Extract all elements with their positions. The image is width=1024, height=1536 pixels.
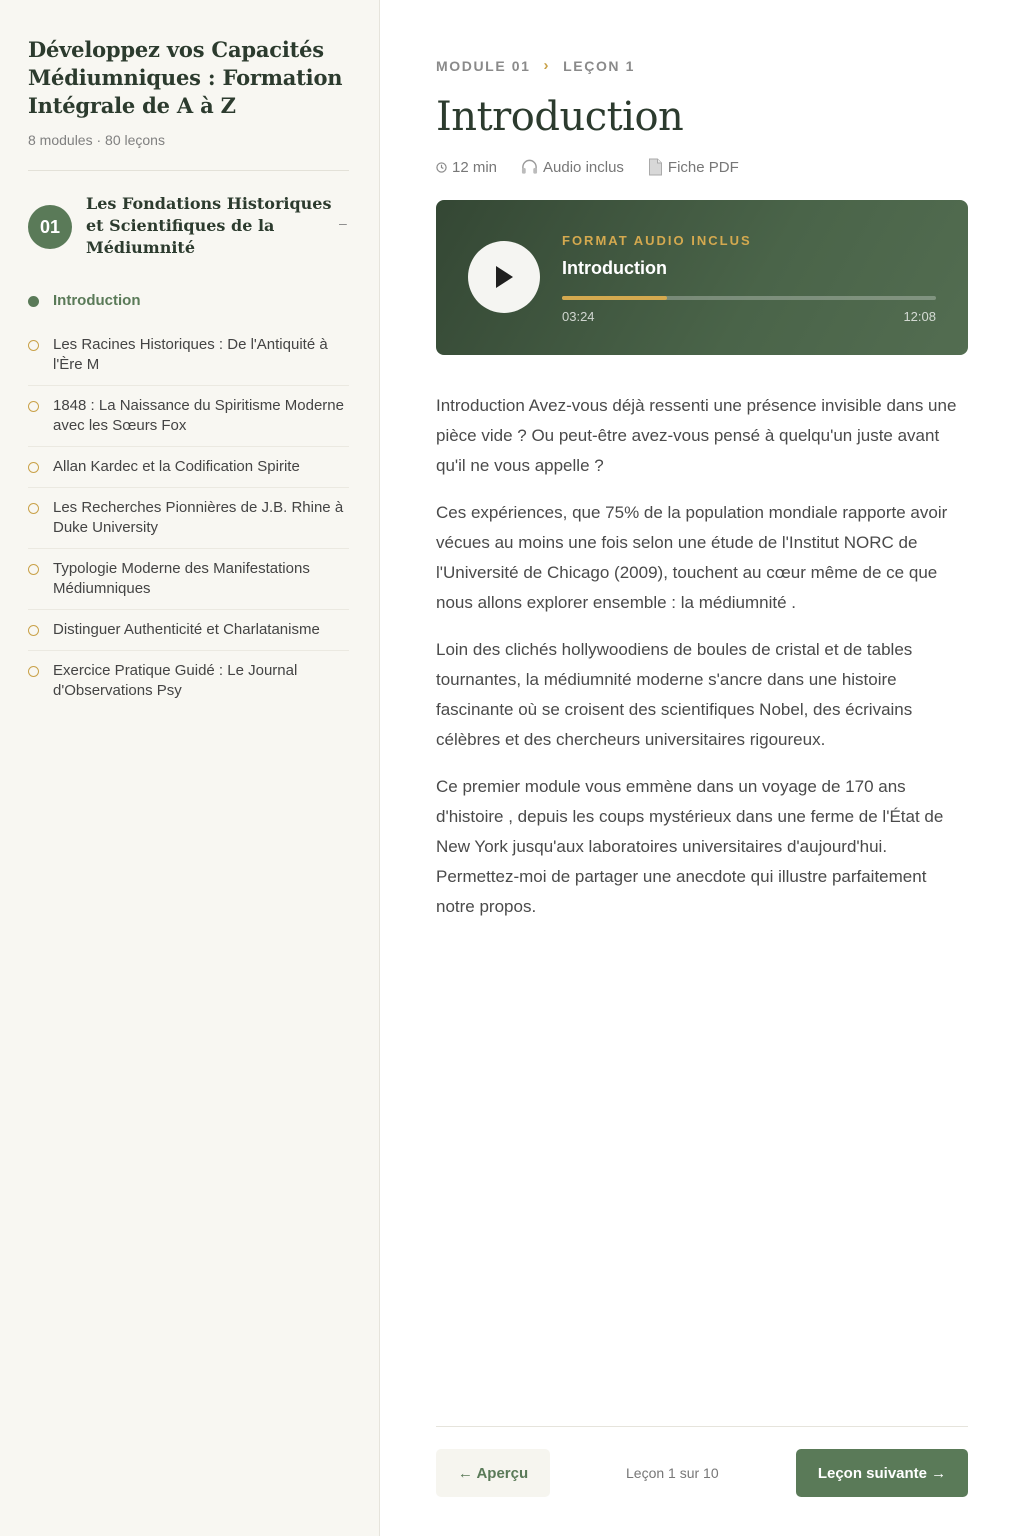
document-icon xyxy=(648,158,663,176)
lesson-pending-dot-icon xyxy=(28,462,39,473)
lesson-pending-dot-icon xyxy=(28,401,39,412)
collapse-icon[interactable]: – xyxy=(339,215,347,231)
lesson-pager: Leçon 1 sur 10 xyxy=(626,1465,719,1481)
page-title: Introduction xyxy=(436,94,684,140)
content-paragraph: Loin des clichés hollywoodiens de boules de cristal et de tables tournantes, la médiumnité moderne s'ancre dans une histoire fascinante où se croisent des scientifiques Nobel, des écrivains célèbres et des chercheurs universitaires rigoureux. xyxy=(436,640,913,749)
audio-meta-text: Audio inclus xyxy=(543,158,624,176)
sidebar-divider xyxy=(28,170,349,171)
play-button[interactable] xyxy=(468,241,540,313)
play-icon xyxy=(493,264,515,290)
content-paragraph: Introduction Avez-vous déjà ressenti une présence invisible dans une pièce vide ? Ou peut-être avez-vous pensé à quelqu'un juste avant qu'il ne vous appelle ? xyxy=(436,396,957,475)
lesson-item[interactable] xyxy=(28,281,349,325)
lesson-pending-dot-icon xyxy=(28,625,39,636)
audio-player xyxy=(436,200,968,355)
next-lesson-button[interactable]: Leçon suivante → xyxy=(796,1449,968,1497)
audio-title: Introduction xyxy=(562,258,667,278)
audio-progress-fill xyxy=(562,296,667,300)
audio-meta xyxy=(521,159,624,176)
course-meta: 8 modules · 80 leçons xyxy=(28,132,165,148)
headphones-icon xyxy=(521,159,538,175)
audio-time-row xyxy=(562,309,936,324)
current-time: 03:24 xyxy=(562,309,595,324)
module-header[interactable] xyxy=(28,193,349,259)
lesson-pending-dot-icon xyxy=(28,340,39,351)
lesson-pending-dot-icon xyxy=(28,503,39,514)
lesson-item-label: Exercice Pratique Guidé : Le Journal d'Observations Psy xyxy=(53,662,298,699)
lesson-item[interactable] xyxy=(28,651,349,711)
lesson-meta xyxy=(436,158,968,176)
pdf-meta[interactable] xyxy=(648,158,739,176)
lesson-item[interactable] xyxy=(28,610,349,651)
lesson-item[interactable] xyxy=(28,386,349,447)
lesson-item-label: Distinguer Authenticité et Charlatanisme xyxy=(53,621,320,638)
lesson-pending-dot-icon xyxy=(28,564,39,575)
lesson-item-label: Les Racines Historiques : De l'Antiquité à l'Ère M xyxy=(53,336,328,373)
lesson-item[interactable] xyxy=(28,549,349,610)
lesson-item-label: Allan Kardec et la Codification Spirite xyxy=(53,458,300,475)
lesson-item-label: 1848 : La Naissance du Spiritisme Moderne avec les Sœurs Fox xyxy=(53,397,344,434)
previous-button[interactable]: ← Aperçu xyxy=(436,1449,550,1497)
lesson-item[interactable] xyxy=(28,325,349,386)
content-paragraph: Ce premier module vous emmène dans un voyage de 170 ans d'histoire , depuis les coups mystérieux dans une ferme de l'État de New York jusqu'aux laboratoires universitaires d'aujourd'hui. Permettez-moi de partager une anecdote qui illustre parfaitement notre propos. xyxy=(436,777,944,916)
course-sidebar xyxy=(0,0,380,1536)
audio-progress-bar[interactable] xyxy=(562,296,936,300)
lesson-pending-dot-icon xyxy=(28,666,39,677)
lesson-item[interactable] xyxy=(28,447,349,488)
lesson-list xyxy=(28,281,349,711)
duration-meta xyxy=(436,159,497,176)
audio-info xyxy=(562,233,936,324)
lesson-main xyxy=(436,0,968,939)
content-paragraph: Ces expériences, que 75% de la population mondiale rapporte avoir vécues au moins une fois selon une étude de l'Institut NORC de l'Université de Chicago (2009), touchent au cœur même de ce que nous allons explorer ensemble : la médiumnité . xyxy=(436,503,948,612)
breadcrumb-lesson: LEÇON 1 xyxy=(563,57,636,74)
lesson-item-label: Introduction xyxy=(53,292,141,309)
module-number-badge: 01 xyxy=(28,205,72,249)
pdf-meta-text: Fiche PDF xyxy=(667,158,739,176)
breadcrumb-separator-icon: › xyxy=(543,57,551,74)
lesson-content xyxy=(436,391,968,922)
lesson-item-label: Les Recherches Pionnières de J.B. Rhine à Duke University xyxy=(53,499,344,536)
duration-text: 12 min xyxy=(452,158,498,176)
breadcrumb xyxy=(436,57,968,74)
lesson-footer xyxy=(436,1426,968,1536)
clock-icon xyxy=(436,162,447,173)
breadcrumb-module[interactable]: MODULE 01 xyxy=(436,57,531,74)
lesson-item-label: Typologie Moderne des Manifestations Médiumniques xyxy=(53,560,310,597)
audio-format-label: FORMAT AUDIO INCLUS xyxy=(562,233,752,248)
lesson-item[interactable] xyxy=(28,488,349,549)
module-title: Les Fondations Historiques et Scientifiques de la Médiumnité xyxy=(86,194,332,257)
course-title: Développez vos Capacités Médiumniques : Formation Intégrale de A à Z xyxy=(28,37,343,118)
lesson-current-dot-icon xyxy=(28,296,39,307)
total-time: 12:08 xyxy=(903,309,936,324)
